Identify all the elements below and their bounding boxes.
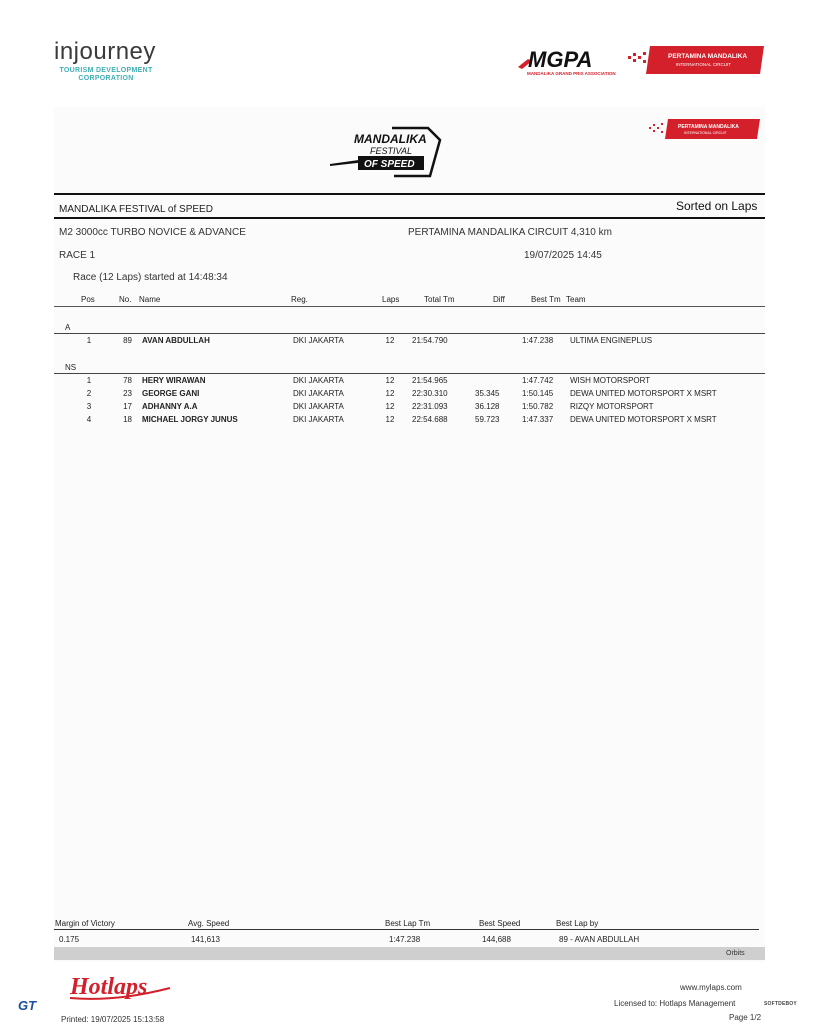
mgpa-logo: [518, 45, 618, 73]
class-group-label: NS: [65, 363, 77, 372]
cell-diff: 59.723: [475, 415, 500, 424]
cell-reg: DKI JAKARTA: [293, 389, 344, 398]
col-header-reg: Reg.: [291, 295, 308, 304]
license-text: Licensed to: Hotlaps Management: [614, 999, 736, 1008]
cell-laps: 12: [385, 336, 395, 345]
mfos-line2: FESTIVAL: [370, 146, 413, 156]
summary-avg-value: 141,613: [191, 935, 220, 944]
cell-no: 18: [123, 415, 132, 424]
title-rule-bottom: [54, 217, 765, 219]
cell-team: WISH MOTORSPORT: [570, 376, 651, 385]
cell-no: 78: [123, 376, 132, 385]
col-header-total: Total Tm: [424, 295, 455, 304]
pmic-logo-small: [648, 118, 762, 140]
hotlaps-logo-text: Hotlaps: [70, 974, 148, 1000]
cell-reg: DKI JAKARTA: [293, 402, 344, 411]
col-header-best: Best Tm: [531, 295, 561, 304]
summary-best-by-label: Best Lap by: [556, 919, 599, 928]
orbits-label: Orbits: [726, 950, 745, 957]
cell-best: 1:50.145: [522, 389, 554, 398]
printed-timestamp: Printed: 19/07/2025 15:13:58: [61, 1015, 165, 1024]
table-row: [0, 389, 819, 401]
cell-laps: 12: [385, 389, 395, 398]
cell-laps: 12: [385, 402, 395, 411]
gt-logo-text: GT: [18, 998, 37, 1012]
cell-no: 17: [123, 402, 132, 411]
cell-reg: DKI JAKARTA: [293, 376, 344, 385]
mfos-line3: OF SPEED: [364, 159, 415, 170]
class-group-rule: [54, 333, 765, 334]
col-header-diff: Diff: [493, 295, 505, 304]
cell-pos: 1: [86, 376, 92, 385]
cell-team: RIZQY MOTORSPORT: [570, 402, 654, 411]
table-row: [0, 402, 819, 414]
injourney-logo-text: injourney: [54, 38, 156, 65]
pmic-small-line1: PERTAMINA MANDALIKA: [678, 124, 739, 130]
class-group-label: A: [65, 323, 71, 332]
pmic-small-line2: INTERNATIONAL CIRCUIT: [684, 131, 727, 135]
cell-total: 22:30.310: [412, 389, 448, 398]
summary-best-lap-label: Best Lap Tm: [385, 919, 431, 928]
mfos-logo: [330, 126, 444, 184]
cell-name: GEORGE GANI: [142, 389, 200, 398]
title-rule-top: [54, 193, 765, 195]
injourney-subtitle: [54, 67, 158, 83]
col-header-team: Team: [566, 295, 586, 304]
col-header-pos: Pos: [81, 295, 95, 304]
table-row: [0, 376, 819, 388]
race-date: 19/07/2025 14:45: [524, 250, 602, 261]
cell-best: 1:47.337: [522, 415, 554, 424]
cell-team: ULTIMA ENGINEPLUS: [570, 336, 653, 345]
cell-team: DEWA UNITED MOTORSPORT X MSRT: [570, 389, 717, 398]
summary-best-lap-value: 1:47.238: [389, 935, 421, 944]
software-logo: SOFTDEBOY: [764, 1001, 797, 1007]
cell-diff: 36.128: [475, 402, 500, 411]
pmic-logo: [626, 44, 766, 76]
cell-team: DEWA UNITED MOTORSPORT X MSRT: [570, 415, 717, 424]
injourney-logo: [54, 38, 156, 66]
table-row: [0, 336, 819, 348]
col-header-laps: Laps: [382, 295, 400, 304]
sort-label: Sorted on Laps: [676, 199, 758, 213]
cell-name: MICHAEL JORGY JUNUS: [142, 415, 238, 424]
cell-best: 1:50.782: [522, 402, 554, 411]
summary-avg-label: Avg. Speed: [188, 919, 230, 928]
cell-name: AVAN ABDULLAH: [142, 336, 210, 345]
pmic-logo-line2: INTERNATIONAL CIRCUIT: [676, 62, 732, 67]
mylaps-link[interactable]: www.mylaps.com: [680, 983, 742, 992]
table-row: [0, 415, 819, 427]
cell-laps: 12: [385, 415, 395, 424]
summary-best-by-value: 89 - AVAN ABDULLAH: [559, 935, 640, 944]
cell-best: 1:47.238: [522, 336, 554, 345]
circuit-name: PERTAMINA MANDALIKA CIRCUIT 4,310 km: [408, 227, 612, 238]
mfos-line1: MANDALIKA: [354, 132, 427, 146]
header-separator: [54, 306, 765, 307]
col-header-no: No.: [119, 295, 132, 304]
cell-pos: 2: [86, 389, 92, 398]
cell-no: 23: [123, 389, 132, 398]
cell-laps: 12: [385, 376, 395, 385]
cell-no: 89: [123, 336, 132, 345]
summary-best-speed-label: Best Speed: [479, 919, 521, 928]
summary-mov-value: 0.175: [59, 935, 80, 944]
class-name: M2 3000cc TURBO NOVICE & ADVANCE: [59, 227, 246, 238]
mgpa-logo-text: MGPA: [528, 47, 593, 72]
cell-name: HERY WIRAWAN: [142, 376, 206, 385]
summary-rule: [54, 929, 759, 930]
cell-best: 1:47.742: [522, 376, 554, 385]
injourney-sub-line1: TOURISM DEVELOPMENT: [59, 67, 153, 74]
cell-total: 22:54.688: [412, 415, 448, 424]
page-number: Page 1/2: [729, 1013, 762, 1022]
cell-pos: 3: [86, 402, 92, 411]
summary-best-speed-value: 144,688: [482, 935, 511, 944]
race-label: RACE 1: [59, 250, 96, 261]
event-name: MANDALIKA FESTIVAL of SPEED: [59, 204, 213, 215]
mgpa-subtitle: MANDALIKA GRAND PRIX ASSOCIATION: [527, 71, 616, 76]
cell-diff: 35.345: [475, 389, 500, 398]
cell-pos: 4: [86, 415, 92, 424]
cell-reg: DKI JAKARTA: [293, 336, 344, 345]
checker-flag-icon: [628, 52, 646, 63]
summary-mov-label: Margin of Victory: [55, 919, 115, 928]
injourney-sub-line2: CORPORATION: [78, 75, 134, 82]
orbits-bar: [54, 947, 765, 960]
hotlaps-logo: [66, 972, 176, 1004]
cell-total: 21:54.790: [412, 336, 448, 345]
cell-total: 21:54.965: [412, 376, 448, 385]
cell-name: ADHANNY A.A: [142, 402, 198, 411]
class-group-rule: [54, 373, 765, 374]
cell-reg: DKI JAKARTA: [293, 415, 344, 424]
cell-total: 22:31.093: [412, 402, 448, 411]
gt-logo: [15, 998, 55, 1012]
checker-flag-icon: [649, 123, 663, 133]
col-header-name: Name: [139, 295, 161, 304]
cell-pos: 1: [86, 336, 92, 345]
race-start: Race (12 Laps) started at 14:48:34: [73, 272, 228, 283]
pmic-logo-line1: PERTAMINA MANDALIKA: [668, 53, 748, 60]
